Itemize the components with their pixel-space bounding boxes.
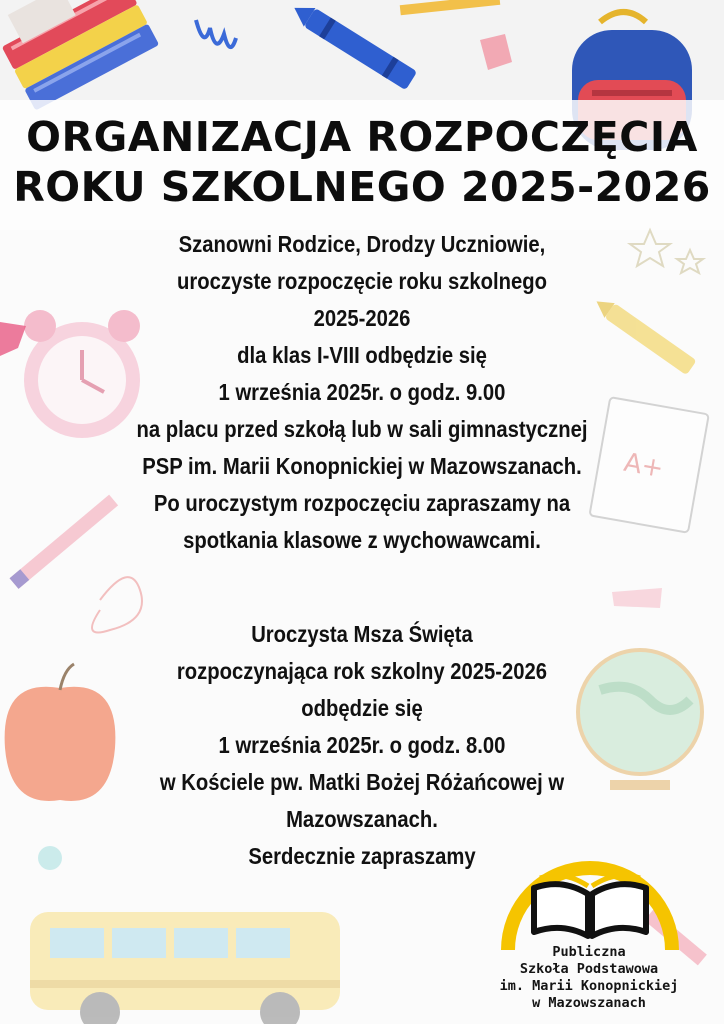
announcement-line: na placu przed szkołą lub w sali gimnastycznej [136, 416, 588, 442]
announcement-line: Po uroczystym rozpoczęciu zapraszamy na [153, 490, 571, 516]
mass-line: Uroczysta Msza Święta [251, 621, 473, 647]
announcement-line: spotkania klasowe z wychowawcami. [183, 527, 541, 553]
school-bus-icon [30, 912, 340, 1024]
logo-caption [474, 944, 704, 1012]
mass-line: 1 września 2025r. o godz. 8.00 [218, 732, 506, 758]
mass-line: Mazowszanach. [286, 806, 438, 832]
announcement-line: dla klas I-VIII odbędzie się [237, 342, 487, 368]
mass-line: Serdecznie zapraszamy [248, 843, 476, 869]
svg-text:A+: A+ [621, 447, 666, 485]
logo-line: im. Marii Konopnickiej [499, 978, 679, 994]
page-title [0, 112, 724, 212]
announcement-line: uroczyste rozpoczęcie roku szkolnego [176, 268, 548, 294]
announcement-line: Szanowni Rodzice, Drodzy Uczniowie, [178, 231, 546, 257]
title-line-1: ORGANIZACJA ROZPOCZĘCIA [26, 113, 698, 161]
logo-line: Publiczna [552, 944, 626, 960]
title-line-2: ROKU SZKOLNEGO 2025-2026 [13, 163, 711, 211]
announcement-block [43, 226, 680, 559]
mass-line: odbędzie się [301, 695, 423, 721]
mass-block [43, 616, 680, 875]
logo-line: w Mazowszanach [532, 995, 646, 1011]
announcement-line: 2025-2026 [313, 305, 411, 331]
announcement-line: 1 września 2025r. o godz. 9.00 [218, 379, 506, 405]
announcement-line: PSP im. Marii Konopnickiej w Mazowszanach. [142, 453, 582, 479]
logo-line: Szkoła Podstawowa [519, 961, 659, 977]
mass-line: rozpoczynająca rok szkolny 2025-2026 [176, 658, 548, 684]
open-book-icon [534, 875, 646, 936]
mass-line: w Kościele pw. Matki Bożej Różańcowej w [159, 769, 565, 795]
